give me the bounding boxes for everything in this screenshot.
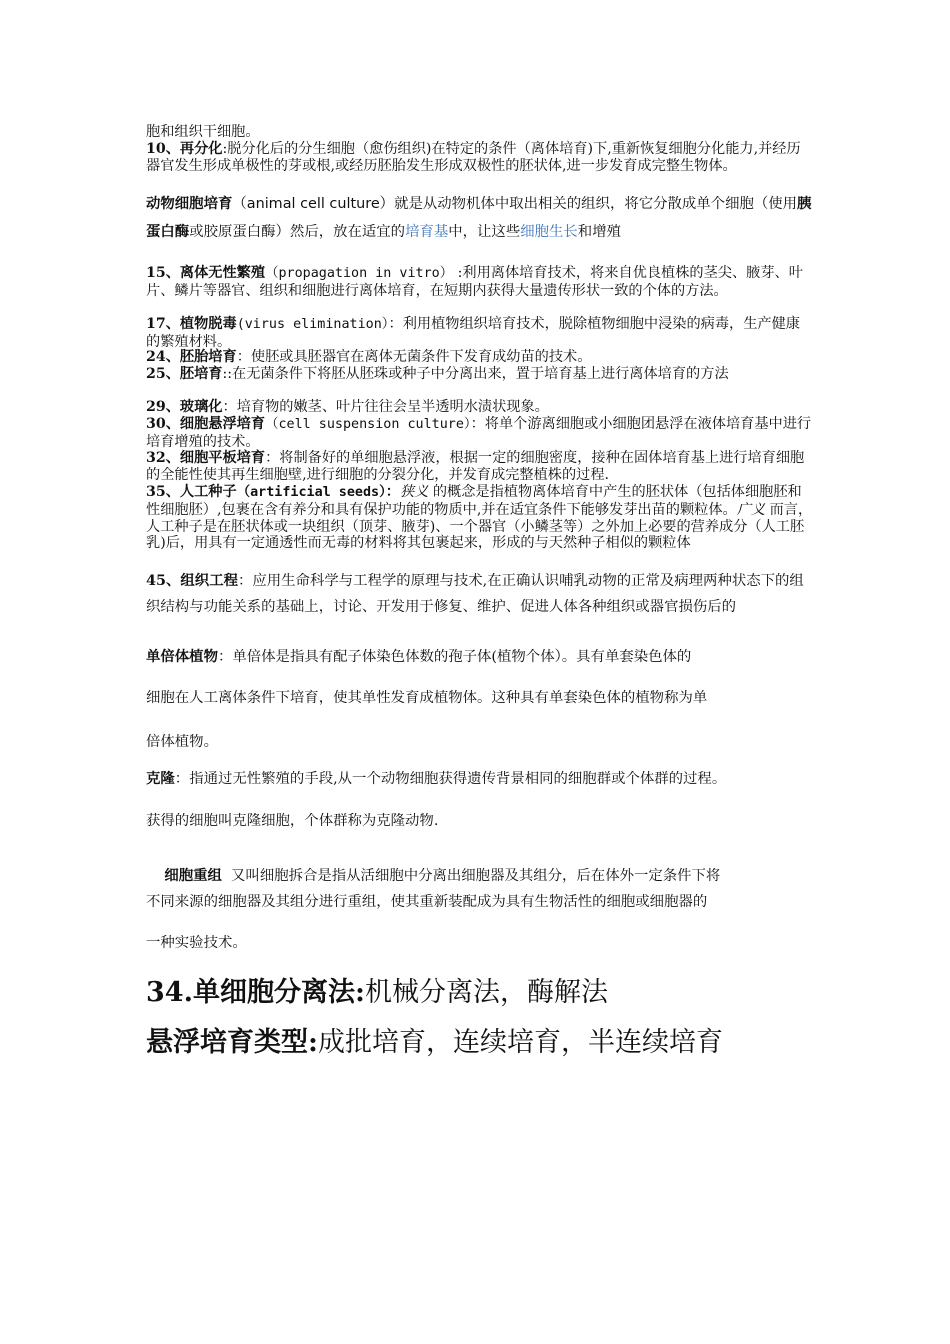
definition-17: ：利用植物组织培育技术，脱除植物细胞中浸染的病毒，生产健康的繁殖材料。 [146, 316, 800, 350]
heading-single-cell-isolation [146, 970, 608, 1009]
definition-29: ：培育物的嫩茎、叶片往往会呈半透明水渍状现象。 [222, 399, 549, 415]
term-29: 29、玻璃化 [146, 399, 223, 415]
english-30: （cell suspension culture） [265, 417, 471, 432]
paragraph-30 [146, 416, 814, 451]
term-broad-sense: 广义 [736, 501, 766, 518]
separator: ： [217, 649, 233, 665]
paragraph-animal-cell-culture [146, 190, 814, 246]
definition-24: ：使胚或具胚器官在离体无菌条件下发育成幼苗的技术。 [236, 349, 592, 365]
term-32: 32、细胞平板培育 [146, 450, 266, 466]
english-17: (virus elimination） [236, 317, 389, 332]
term-17: 17、植物脱毒 [146, 316, 237, 332]
term-redifferentiation: 10、再分化 [146, 141, 223, 157]
term-25: 25、胚培育 [146, 366, 223, 382]
definition-35-part1: 的概念是指植物离体培育中产生的胚状体（包括体细胞胚和性细胞胚）,包裹在含有养分和具有保护功能的物质中,并在适宜条件下能够发芽出苗的颗粒体。 [146, 484, 802, 518]
term-35: 35、人工种子 [146, 484, 237, 500]
text-suspension-culture-types: 成批培育，连续培育，半连续培育 [317, 1027, 723, 1058]
term-45: 45、组织工程 [146, 572, 238, 589]
english-15: （propagation in vitro） [265, 266, 454, 281]
text-part: 就是从动物机体中取出相关的组织，将它分散成单个细胞（使用 [394, 196, 798, 212]
paragraph-25 [146, 366, 814, 383]
heading-suspension-culture-types [146, 1020, 723, 1059]
colon: ： [385, 484, 400, 500]
paragraph-15 [146, 265, 814, 300]
intro-text: 胞和组织干细胞。 [146, 124, 260, 140]
term-24: 24、胚胎培育 [146, 349, 237, 365]
term-30: 30、细胞悬浮培育 [146, 416, 266, 432]
recombination-line-3: 一种实验技术。 [146, 935, 247, 951]
recombination-text-1: 又叫细胞拆合是指从活细胞中分离出细胞器及其组分，后在体外一定条件下将 [221, 868, 721, 884]
definition-redifferentiation: :脱分化后的分生细胞（愈伤组织)在特定的条件（离体培育)下,重新恢复细胞分化能力,并经历器官发生形成单极性的芽或根,或经历胚胎发生形成双极性的胚状体,进一步发育成完整生物体。 [146, 141, 801, 174]
text-part: 和增殖 [577, 224, 621, 240]
paragraph-17 [146, 316, 814, 351]
term-trypsin: 胰蛋白酶 [146, 195, 812, 240]
english-animal-cell-culture: （animal cell culture） [232, 196, 395, 212]
paragraph-24 [146, 349, 814, 366]
paragraph-intro-end [146, 124, 814, 141]
definition-30: ：将单个游离细胞或小细胞团悬浮在液体培育基中进行培育增殖的技术。 [146, 416, 812, 450]
clone-line-1 [146, 767, 826, 788]
paragraph-29 [146, 399, 814, 416]
paragraph-35 [146, 484, 814, 552]
definition-45: ：应用生命科学与工程学的原理与技术,在正确认识哺乳动物的正常及病理两种状态下的组织结构与功能关系的基础上，讨论、开发用于修复、维护、促进人体各种组织或器官损伤后的 [146, 573, 804, 615]
term-single-cell-isolation: 34.单细胞分离法: [146, 977, 365, 1008]
term-narrow-sense: 狭义 [399, 484, 429, 500]
definition-32: ：将制备好的单细胞悬浮液，根据一定的细胞密度，接种在固体培育基上进行培育细胞的全能性使其再生细胞壁,进行细胞的分裂分化，并发育成完整植株的过程. [146, 450, 805, 483]
link-medium[interactable]: 培育基 [405, 224, 449, 240]
term-clone: 克隆 [146, 770, 175, 787]
definition-15: :利用离体培育技术，将来自优良植株的茎尖、腋芽、叶片、鳞片等器官、组织和细胞进行离体培育，在短期内获得大量遗传形状一致的个体的方法。 [146, 265, 803, 299]
text-part: 或胶原蛋白酶）然后，放在适宜的 [189, 224, 406, 240]
paragraph-32 [146, 450, 814, 484]
term-recombination: 细胞重组 [164, 867, 222, 884]
term-15: 15、离体无性繁殖 [146, 265, 266, 281]
haploid-text-1: 单倍体是指具有配子体染色体数的孢子体(植物个体）。具有单套染色体的 [232, 649, 692, 665]
clone-text-1: ：指通过无性繁殖的手段,从一个动物细胞获得遗传背景相同的细胞群或个体群的过程。 [174, 771, 727, 787]
paragraph-45 [146, 568, 814, 620]
term-animal-cell-culture: 动物细胞培育 [146, 195, 233, 212]
link-cell-growth[interactable]: 细胞生长 [520, 224, 578, 240]
definition-25: ::在无菌条件下将胚从胚珠或种子中分离出来，置于培育基上进行离体培育的方法 [222, 366, 729, 382]
haploid-line-3: 倍体植物。 [146, 734, 218, 750]
clone-line-2: 获得的细胞叫克隆细胞，个体群称为克隆动物. [146, 813, 439, 829]
definition-35-part2: 而言，人工种子是在胚状体或一块组织（顶芽、腋芽)、一个器官（小鳞茎等）之外加上必要的营养成分（人工胚乳)后，用具有一定通透性而无毒的材料将其包裹起来，形成的与天然种子相似的颗粒体 [146, 501, 813, 552]
haploid-line-2: 细胞在人工离体条件下培育，使其单性发育成植物体。这种具有单套染色体的植物称为单 [146, 690, 708, 706]
recombination-line-2: 不同来源的细胞器及其组分进行重组，使其重新装配成为具有生物活性的细胞或细胞器的 [146, 894, 708, 910]
paragraph-redifferentiation [146, 141, 814, 175]
text-single-cell-isolation: 机械分离法，酶解法 [364, 977, 608, 1008]
haploid-line-1 [146, 645, 826, 666]
english-35: （artificial seeds） [236, 485, 386, 500]
text-part: 中，让这些 [448, 224, 521, 240]
term-suspension-culture-types: 悬浮培育类型: [146, 1027, 318, 1058]
term-haploid: 单倍体植物 [146, 648, 218, 665]
